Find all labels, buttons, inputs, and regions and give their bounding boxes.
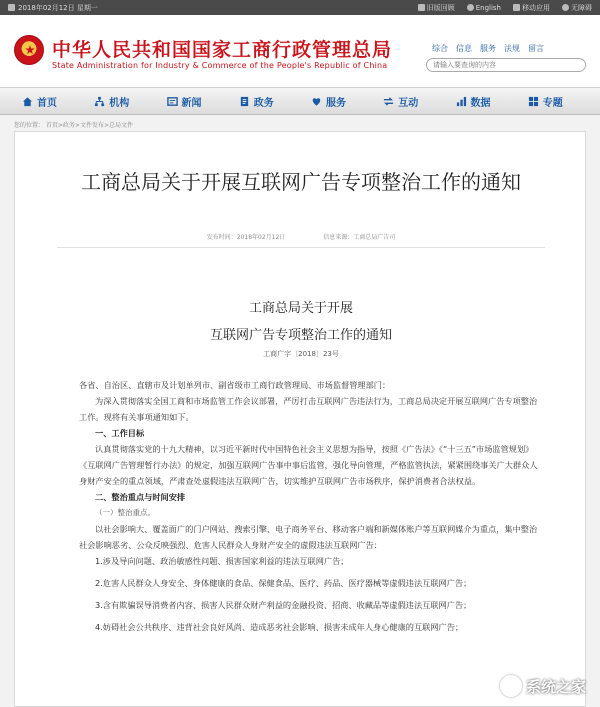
date-display <box>8 3 98 13</box>
publish-time: 发布时间：2018年02月12日 <box>206 234 286 241</box>
calendar-icon <box>8 4 15 11</box>
mobile-app-link[interactable]: 移动应用 <box>513 3 550 13</box>
subsection-heading: （一）整治重点。 <box>95 508 155 517</box>
english-link[interactable]: English <box>467 4 501 12</box>
watermark <box>500 675 586 697</box>
nav-item-org[interactable]: 机构 <box>94 94 166 109</box>
list-item: 3.含有欺骗误导消费者内容、损害人民群众财产利益的金融投资、招商、收藏品等虚假违法互联网广告； <box>95 600 472 610</box>
accessibility-icon <box>562 4 569 11</box>
service-icon <box>311 96 322 107</box>
subsection-paragraph: 以社会影响大、覆盖面广的门户网站、搜索引擎、电子商务平台、移动客户端和新媒体账户等互联网媒介为重点，集中整治社会影响恶劣、公众反映强烈、危害人民群众人身财产安全的虚假违法互联网广告： <box>79 524 538 550</box>
watermark-logo-icon <box>500 675 522 697</box>
topic-icon <box>528 96 539 107</box>
nav-item-data[interactable]: 数据 <box>456 94 528 109</box>
mobile-icon <box>513 4 520 11</box>
quick-link-message[interactable]: 留言 <box>528 44 544 53</box>
accessibility-link[interactable]: 无障碍 <box>562 3 592 13</box>
news-icon <box>167 96 178 107</box>
search-box[interactable] <box>426 58 586 72</box>
affairs-icon <box>239 96 250 107</box>
nav-item-news[interactable]: 新闻 <box>167 94 239 109</box>
section-heading: 一、工作目标 <box>95 428 145 438</box>
article-body <box>79 377 545 641</box>
site-title[interactable]: 中华人民共和国国家工商行政管理总局 <box>52 39 393 61</box>
quick-link-info[interactable]: 信息 <box>456 44 472 53</box>
quick-link-service[interactable]: 服务 <box>480 44 496 53</box>
nav-item-topic[interactable]: 专题 <box>528 94 600 109</box>
quick-link-general[interactable]: 综合 <box>432 44 448 53</box>
org-icon <box>94 96 105 107</box>
site-title-english: State Administration for Industry & Commerce of the People's Republic of China <box>52 61 388 70</box>
article-panel <box>14 131 586 707</box>
list-item: 1.涉及导向问题、政治敏感性问题、损害国家利益的违法互联网广告； <box>95 556 349 566</box>
section-heading: 二、整治重点与时间安排 <box>95 492 186 502</box>
interact-icon <box>383 96 394 107</box>
list-item: 2.危害人民群众人身安全、身体健康的食品、保健食品、医疗、药品、医疗器械等虚假违法互联网广告； <box>95 578 472 588</box>
document-number: 工商广字〔2018〕23号 <box>263 350 339 358</box>
breadcrumb[interactable]: 您的位置： 首页>政务>文件发布>总局文件 <box>14 122 133 129</box>
document-subtitle-line2: 互联网广告专项整治工作的通知 <box>209 328 392 343</box>
search-input[interactable] <box>433 61 579 69</box>
top-bar <box>0 0 600 15</box>
section-paragraph: 认真贯彻落实党的十九大精神，以习近平新时代中国特色社会主义思想为指导，按照《广告法》《“十三五”市场监管规划》《互联网广告管理暂行办法》的规定，加强互联网广告事中事后监管，强化导向管理，严格监管执法，紧紧围绕事关广大群众人身财产安全的重点领域，严肃查处虚假违法互联网广告，切实维护互联网广告市场秩序，保护消费者合法权益。 <box>79 444 538 486</box>
nav-item-interact[interactable]: 互动 <box>383 94 455 109</box>
list-item: 4.妨碍社会公共秩序、违背社会良好风尚、造成恶劣社会影响、损害未成年人身心健康的互联网广告； <box>95 622 464 632</box>
intro-paragraph: 为深入贯彻落实全国工商和市场监管工作会议部署，严厉打击互联网广告违法行为，工商总局决定开展互联网广告专项整治工作。现将有关事项通知如下。 <box>79 396 538 422</box>
divider <box>57 247 545 248</box>
site-header <box>0 15 600 87</box>
main-nav <box>0 87 600 115</box>
chart-icon <box>456 96 467 107</box>
quick-links <box>432 43 544 54</box>
history-icon <box>418 4 425 11</box>
article-meta <box>15 232 586 241</box>
nav-item-home[interactable]: 首页 <box>22 94 94 109</box>
document-subtitle-line1: 工商总局关于开展 <box>248 301 353 316</box>
date-text: 2018年02月12日 星期一 <box>18 3 98 12</box>
quick-link-law[interactable]: 法规 <box>504 44 520 53</box>
article-title: 工商总局关于开展互联网广告专项整治工作的通知 <box>81 170 521 194</box>
nav-item-service[interactable]: 服务 <box>311 94 383 109</box>
watermark-text: 系统之家 <box>525 677 586 696</box>
globe-icon <box>467 4 474 11</box>
national-emblem-icon <box>14 35 44 65</box>
old-version-link[interactable]: 旧版回顾 <box>418 3 455 13</box>
info-source: 信息来源：工商总局广告司 <box>323 234 396 241</box>
addressee: 各省、自治区、直辖市及计划单列市、副省级市工商行政管理局、市场监督管理部门： <box>79 380 391 390</box>
nav-item-affairs[interactable]: 政务 <box>239 94 311 109</box>
home-icon <box>22 96 33 107</box>
